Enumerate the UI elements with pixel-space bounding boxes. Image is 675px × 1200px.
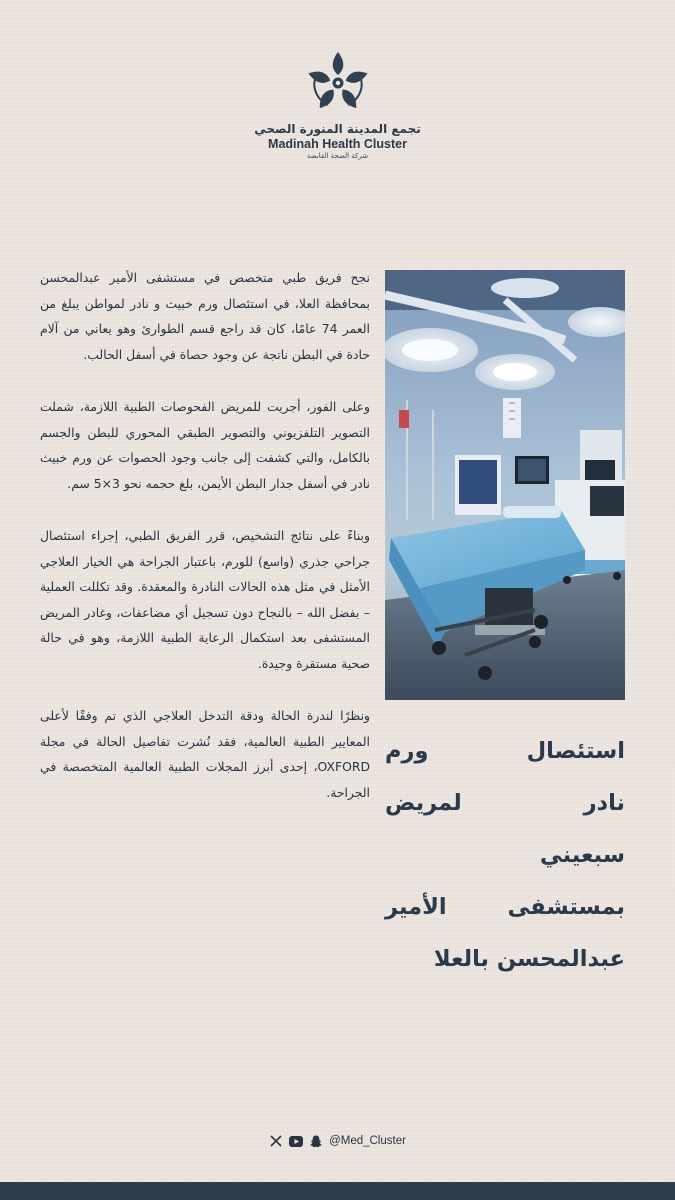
title-line-3: سبعيني [539,842,625,868]
operating-room-photo [385,270,625,700]
social-handle[interactable]: @Med_Cluster [329,1135,406,1147]
footer-bar [0,1182,675,1200]
youtube-icon[interactable] [289,1134,303,1148]
x-icon[interactable] [269,1134,283,1148]
header-logo [0,50,675,160]
article-body [40,265,370,832]
organization-subtitle: شركة الصحة القابضة [306,152,369,160]
title-line-4: بمستشفى الأمير [385,894,625,920]
flower-star-logo-icon [304,50,372,116]
organization-name-arabic: تجمع المدينة المنورة الصحي [254,122,421,136]
snapchat-icon[interactable] [309,1134,323,1148]
title-line-5: عبدالمحسن بالعلا [433,946,625,972]
title-line-1: استئصال ورم [385,738,625,764]
article-paragraph-4: ونظرًا لندرة الحالة ودقة التدخل العلاجي الذي تم وفقًا لأعلى المعايير الطبية العالمية، فقد نُشرت تفاصيل الحالة في مجلة OXFORD، إحدى أبرز المجلات الطبية العالمية المتخصصة في الجراحة. [40,708,370,800]
article-paragraph-1: نجح فريق طبي متخصص في مستشفى الأمير عبدالمحسن بمحافظة العلا، في استئصال ورم خبيث و نادر لمواطن يبلغ من العمر 74 عامًا، كان قد راجع قسم الطوارئ وهو يعاني من آلام حادة في البطن ناتجة عن وجود حصاة في أسفل الحالب. [40,270,370,362]
article-paragraph-3: وبناءً على نتائج التشخيص، قرر الفريق الطبي، إجراء استئصال جراحي جذري (واسع) للورم، باعتبار الجراحة هي الخيار العلاجي الأمثل في مثل هذه الحالات النادرة والمعقدة. وقد تكللت العملية – بفضل الله – بالنجاح دون تسجيل أي مضاعفات، وغادر المريض المستشفى بعد استكمال الرعاية الطبية اللازمة، وهو في حالة صحية مستقرة وجيدة. [40,528,370,671]
article-paragraph-2: وعلى الفور، أجريت للمريض الفحوصات الطبية اللازمة، شملت التصوير التلفزيوني والتصوير الطبقي المحوري للبطن والجسم بالكامل، والتي كشفت إلى جانب وجود الحصوات عن ورم خبيث نادر في أسفل جدار البطن الأيمن، بلغ حجمه نحو 3×5 سم. [40,399,370,491]
social-footer [0,1134,675,1148]
article-title [385,725,625,985]
title-line-2: نادر لمريض [385,790,625,816]
organization-name-english: Madinah Health Cluster [268,137,407,151]
